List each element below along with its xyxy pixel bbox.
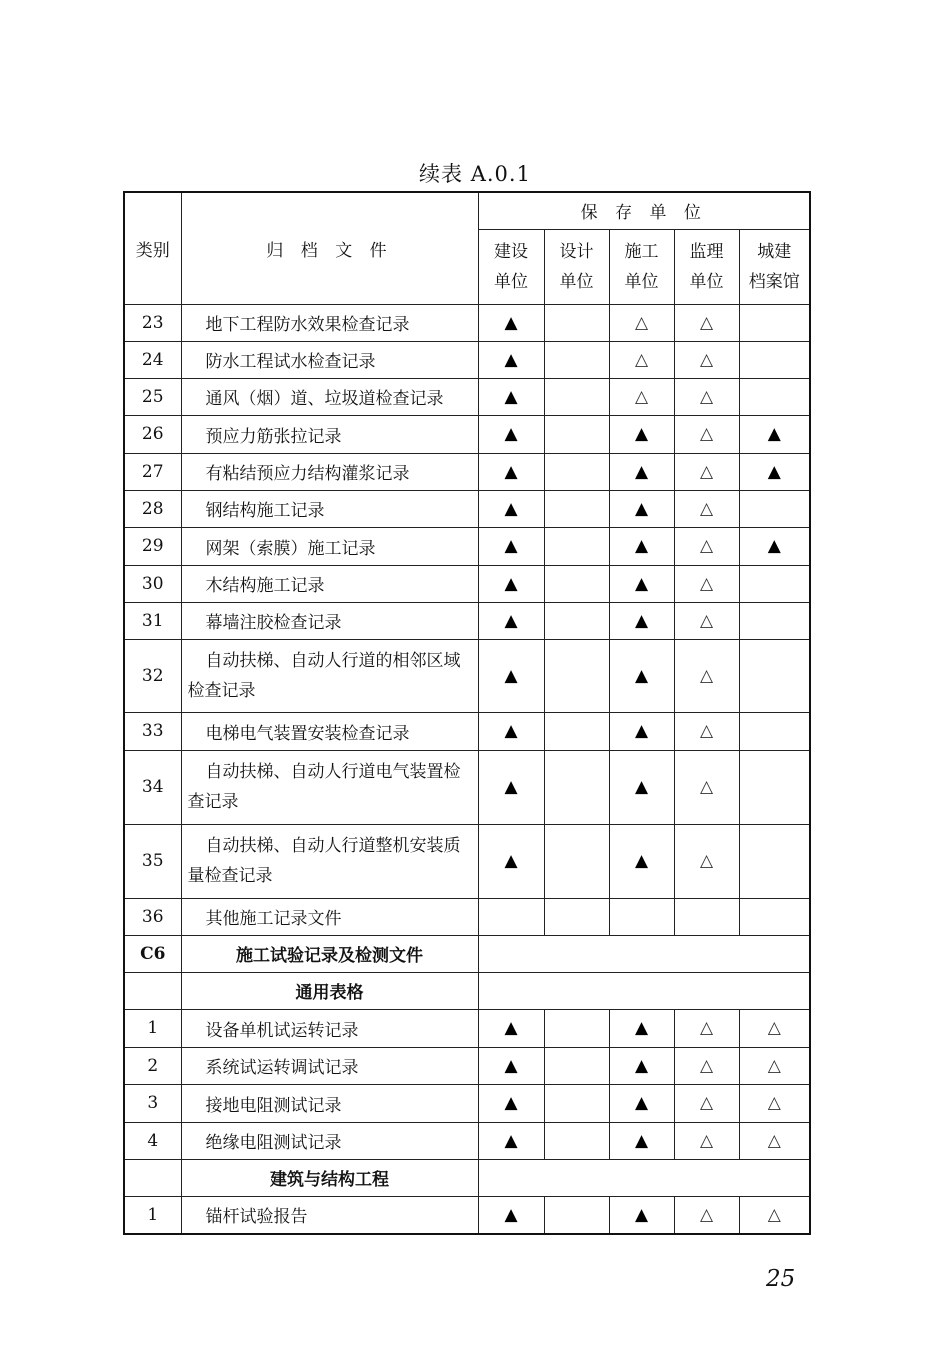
table-row [124,1009,810,1047]
mark-design [544,304,609,341]
table-row [124,602,810,639]
mark-design [544,824,609,898]
mark-archive: ▲ [739,453,810,490]
mark-builder: ▲ [609,602,674,639]
table-row [124,898,810,935]
document-title: 幕墙注胶检查记录 [181,602,478,639]
mark-construction: ▲ [478,1122,544,1159]
mark-construction: ▲ [478,1196,544,1234]
mark-archive [739,639,810,712]
mark-archive: ▲ [739,527,810,565]
document-title: 自动扶梯、自动人行道的相邻区域检查记录 [181,639,478,712]
mark-construction: ▲ [478,565,544,602]
mark-builder: ▲ [609,1047,674,1084]
mark-supervision: △ [674,415,739,453]
header-retention: 保 存 单 位 [478,192,810,229]
mark-archive: △ [739,1122,810,1159]
section-title: 通用表格 [181,972,478,1009]
mark-design [544,565,609,602]
document-title: 绝缘电阻测试记录 [181,1122,478,1159]
mark-archive [739,712,810,750]
document-title: 网架（索膜）施工记录 [181,527,478,565]
mark-builder: ▲ [609,1196,674,1234]
document-title: 电梯电气装置安装检查记录 [181,712,478,750]
mark-builder [609,898,674,935]
mark-builder: ▲ [609,750,674,824]
mark-archive: △ [739,1084,810,1122]
mark-builder: ▲ [609,824,674,898]
header-unit-archive: 城建 档案馆 [739,229,810,304]
mark-supervision: △ [674,602,739,639]
header-unit-design: 设计 单位 [544,229,609,304]
archive-table [123,191,811,1235]
mark-supervision: △ [674,527,739,565]
row-number: 4 [124,1122,181,1159]
mark-design [544,1047,609,1084]
document-title: 接地电阻测试记录 [181,1084,478,1122]
subsection-row-structure [124,1159,810,1196]
document-title: 设备单机试运转记录 [181,1009,478,1047]
row-number: 23 [124,304,181,341]
mark-design [544,341,609,378]
header-unit-builder: 施工 单位 [609,229,674,304]
mark-construction: ▲ [478,415,544,453]
mark-design [544,750,609,824]
row-number: 2 [124,1047,181,1084]
mark-builder: ▲ [609,565,674,602]
mark-archive [739,750,810,824]
mark-design [544,415,609,453]
table-row [124,1084,810,1122]
row-number: 1 [124,1009,181,1047]
mark-construction: ▲ [478,1084,544,1122]
table-row [124,565,810,602]
table-row [124,415,810,453]
mark-supervision: △ [674,453,739,490]
mark-archive [739,565,810,602]
mark-supervision: △ [674,304,739,341]
document-title: 有粘结预应力结构灌浆记录 [181,453,478,490]
mark-supervision: △ [674,341,739,378]
mark-archive [739,898,810,935]
section-code: C6 [124,935,181,972]
mark-construction: ▲ [478,712,544,750]
section-empty [478,935,810,972]
section-title: 建筑与结构工程 [181,1159,478,1196]
row-number: 1 [124,1196,181,1234]
mark-design [544,1122,609,1159]
mark-design [544,378,609,415]
mark-builder: △ [609,378,674,415]
mark-construction: ▲ [478,453,544,490]
mark-archive: △ [739,1196,810,1234]
document-title: 其他施工记录文件 [181,898,478,935]
table-row [124,639,810,712]
row-number: 3 [124,1084,181,1122]
row-number: 32 [124,639,181,712]
header-category: 类别 [124,192,181,304]
document-title: 木结构施工记录 [181,565,478,602]
mark-supervision: △ [674,1122,739,1159]
row-number: 31 [124,602,181,639]
row-number: 28 [124,490,181,527]
table-row [124,1196,810,1234]
mark-archive [739,824,810,898]
table-row [124,490,810,527]
page-number: 25 [766,1266,796,1292]
mark-supervision: △ [674,750,739,824]
mark-construction: ▲ [478,1047,544,1084]
row-number: 35 [124,824,181,898]
mark-supervision: △ [674,378,739,415]
mark-supervision: △ [674,824,739,898]
table-row [124,1047,810,1084]
document-title: 钢结构施工记录 [181,490,478,527]
header-unit-construction: 建设 单位 [478,229,544,304]
header-documents: 归 档 文 件 [181,192,478,304]
table-row [124,712,810,750]
mark-supervision: △ [674,490,739,527]
table-row [124,378,810,415]
section-title: 施工试验记录及检测文件 [181,935,478,972]
row-number: 33 [124,712,181,750]
subsection-row-general [124,972,810,1009]
mark-design [544,453,609,490]
row-number: 36 [124,898,181,935]
mark-supervision: △ [674,1047,739,1084]
mark-supervision: △ [674,1196,739,1234]
table-row [124,304,810,341]
mark-construction: ▲ [478,1009,544,1047]
row-number: 24 [124,341,181,378]
mark-builder: ▲ [609,453,674,490]
mark-construction: ▲ [478,490,544,527]
mark-builder: ▲ [609,712,674,750]
table-row [124,453,810,490]
mark-design [544,490,609,527]
table-caption: 续表 A.0.1 [419,162,531,186]
mark-archive [739,304,810,341]
mark-archive: ▲ [739,415,810,453]
mark-design [544,1084,609,1122]
mark-builder: ▲ [609,1122,674,1159]
mark-design [544,1009,609,1047]
mark-builder: ▲ [609,1084,674,1122]
section-row-c6 [124,935,810,972]
mark-construction [478,898,544,935]
mark-construction: ▲ [478,639,544,712]
row-number: 25 [124,378,181,415]
mark-builder: ▲ [609,415,674,453]
mark-design [544,602,609,639]
mark-design [544,639,609,712]
row-number: 34 [124,750,181,824]
row-number: 26 [124,415,181,453]
section-empty [478,1159,810,1196]
mark-archive: △ [739,1009,810,1047]
document-title: 自动扶梯、自动人行道整机安装质量检查记录 [181,824,478,898]
mark-supervision: △ [674,639,739,712]
mark-archive [739,490,810,527]
section-code [124,1159,181,1196]
document-title: 预应力筋张拉记录 [181,415,478,453]
mark-builder: ▲ [609,490,674,527]
mark-design [544,1196,609,1234]
document-title: 防水工程试水检查记录 [181,341,478,378]
mark-builder: △ [609,304,674,341]
mark-supervision: △ [674,1009,739,1047]
row-number: 27 [124,453,181,490]
mark-supervision [674,898,739,935]
row-number: 29 [124,527,181,565]
table-row [124,527,810,565]
section-code [124,972,181,1009]
mark-construction: ▲ [478,378,544,415]
table-row [124,341,810,378]
mark-archive: △ [739,1047,810,1084]
mark-builder: ▲ [609,1009,674,1047]
mark-builder: ▲ [609,639,674,712]
mark-construction: ▲ [478,341,544,378]
mark-construction: ▲ [478,824,544,898]
mark-builder: ▲ [609,527,674,565]
mark-construction: ▲ [478,602,544,639]
mark-design [544,898,609,935]
document-title: 地下工程防水效果检查记录 [181,304,478,341]
document-title: 通风（烟）道、垃圾道检查记录 [181,378,478,415]
table-row [124,1122,810,1159]
document-title: 自动扶梯、自动人行道电气装置检查记录 [181,750,478,824]
mark-supervision: △ [674,565,739,602]
table-row [124,824,810,898]
document-title: 系统试运转调试记录 [181,1047,478,1084]
mark-archive [739,378,810,415]
mark-archive [739,602,810,639]
header-unit-supervision: 监理 单位 [674,229,739,304]
mark-construction: ▲ [478,750,544,824]
section-empty [478,972,810,1009]
mark-construction: ▲ [478,304,544,341]
row-number: 30 [124,565,181,602]
mark-construction: ▲ [478,527,544,565]
mark-supervision: △ [674,1084,739,1122]
document-title: 锚杆试验报告 [181,1196,478,1234]
mark-design [544,527,609,565]
mark-supervision: △ [674,712,739,750]
mark-archive [739,341,810,378]
mark-builder: △ [609,341,674,378]
mark-design [544,712,609,750]
table-row [124,750,810,824]
